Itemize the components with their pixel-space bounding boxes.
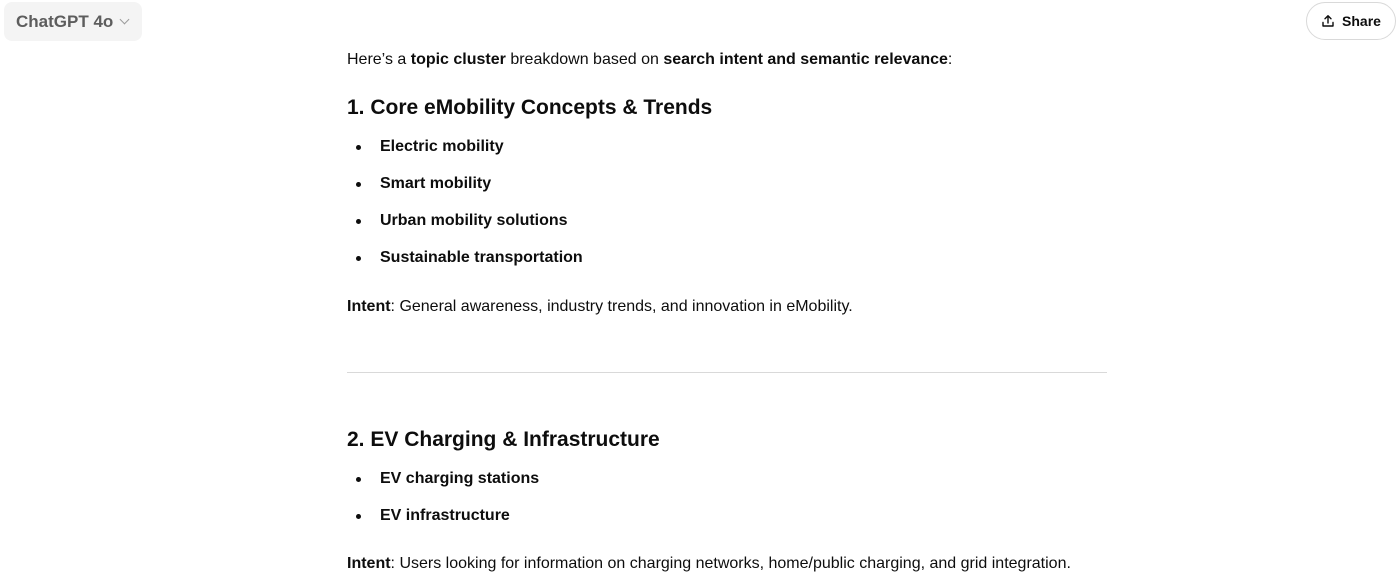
section-list-core-emobility (347, 136, 583, 284)
list-item-label: EV charging stations (380, 470, 540, 487)
intent-text: : Users looking for information on charging networks, home/public charging, and grid integration. (390, 555, 1071, 572)
bullet-icon (356, 256, 361, 261)
list-item (347, 505, 539, 542)
section-heading-ev-charging: 2. EV Charging & Infrastructure (347, 428, 660, 451)
list-item-label: Smart mobility (380, 175, 492, 192)
bullet-icon (356, 145, 361, 150)
top-bar (0, 0, 1400, 44)
section-divider (347, 372, 1107, 373)
intent-text: : General awareness, industry trends, and innovation in eMobility. (390, 298, 853, 315)
intro-paragraph (347, 49, 952, 71)
list-item (347, 173, 583, 210)
intent-label: Intent (347, 298, 391, 315)
bullet-icon (356, 182, 361, 187)
list-item-label: Urban mobility solutions (380, 212, 568, 229)
bullet-icon (356, 477, 361, 482)
intro-text: breakdown based on (505, 51, 664, 68)
bullet-icon (356, 514, 361, 519)
intent-paragraph-ev-charging (347, 553, 1071, 575)
section-list-ev-charging (347, 468, 539, 542)
intent-label: Intent (347, 555, 391, 572)
intent-paragraph-core-emobility (347, 296, 853, 318)
section-heading-core-emobility: 1. Core eMobility Concepts & Trends (347, 96, 713, 119)
list-item-label: Electric mobility (380, 138, 504, 155)
list-item (347, 136, 583, 173)
model-selector[interactable] (4, 2, 142, 41)
list-item (347, 247, 583, 284)
share-button[interactable] (1306, 2, 1396, 40)
list-item-label: Sustainable transportation (380, 249, 583, 266)
intro-bold-search-intent: search intent and semantic relevance (663, 51, 948, 68)
intro-bold-topic-cluster: topic cluster (410, 51, 506, 68)
list-item (347, 210, 583, 247)
bullet-icon (356, 219, 361, 224)
share-icon (1321, 14, 1335, 28)
model-name: ChatGPT 4o (16, 11, 114, 31)
intro-text: : (947, 51, 953, 68)
intro-text: Here’s a (347, 51, 411, 68)
list-item (347, 468, 539, 505)
list-item-label: EV infrastructure (380, 507, 510, 524)
chevron-down-icon (120, 15, 130, 25)
share-label: Share (1342, 13, 1381, 29)
